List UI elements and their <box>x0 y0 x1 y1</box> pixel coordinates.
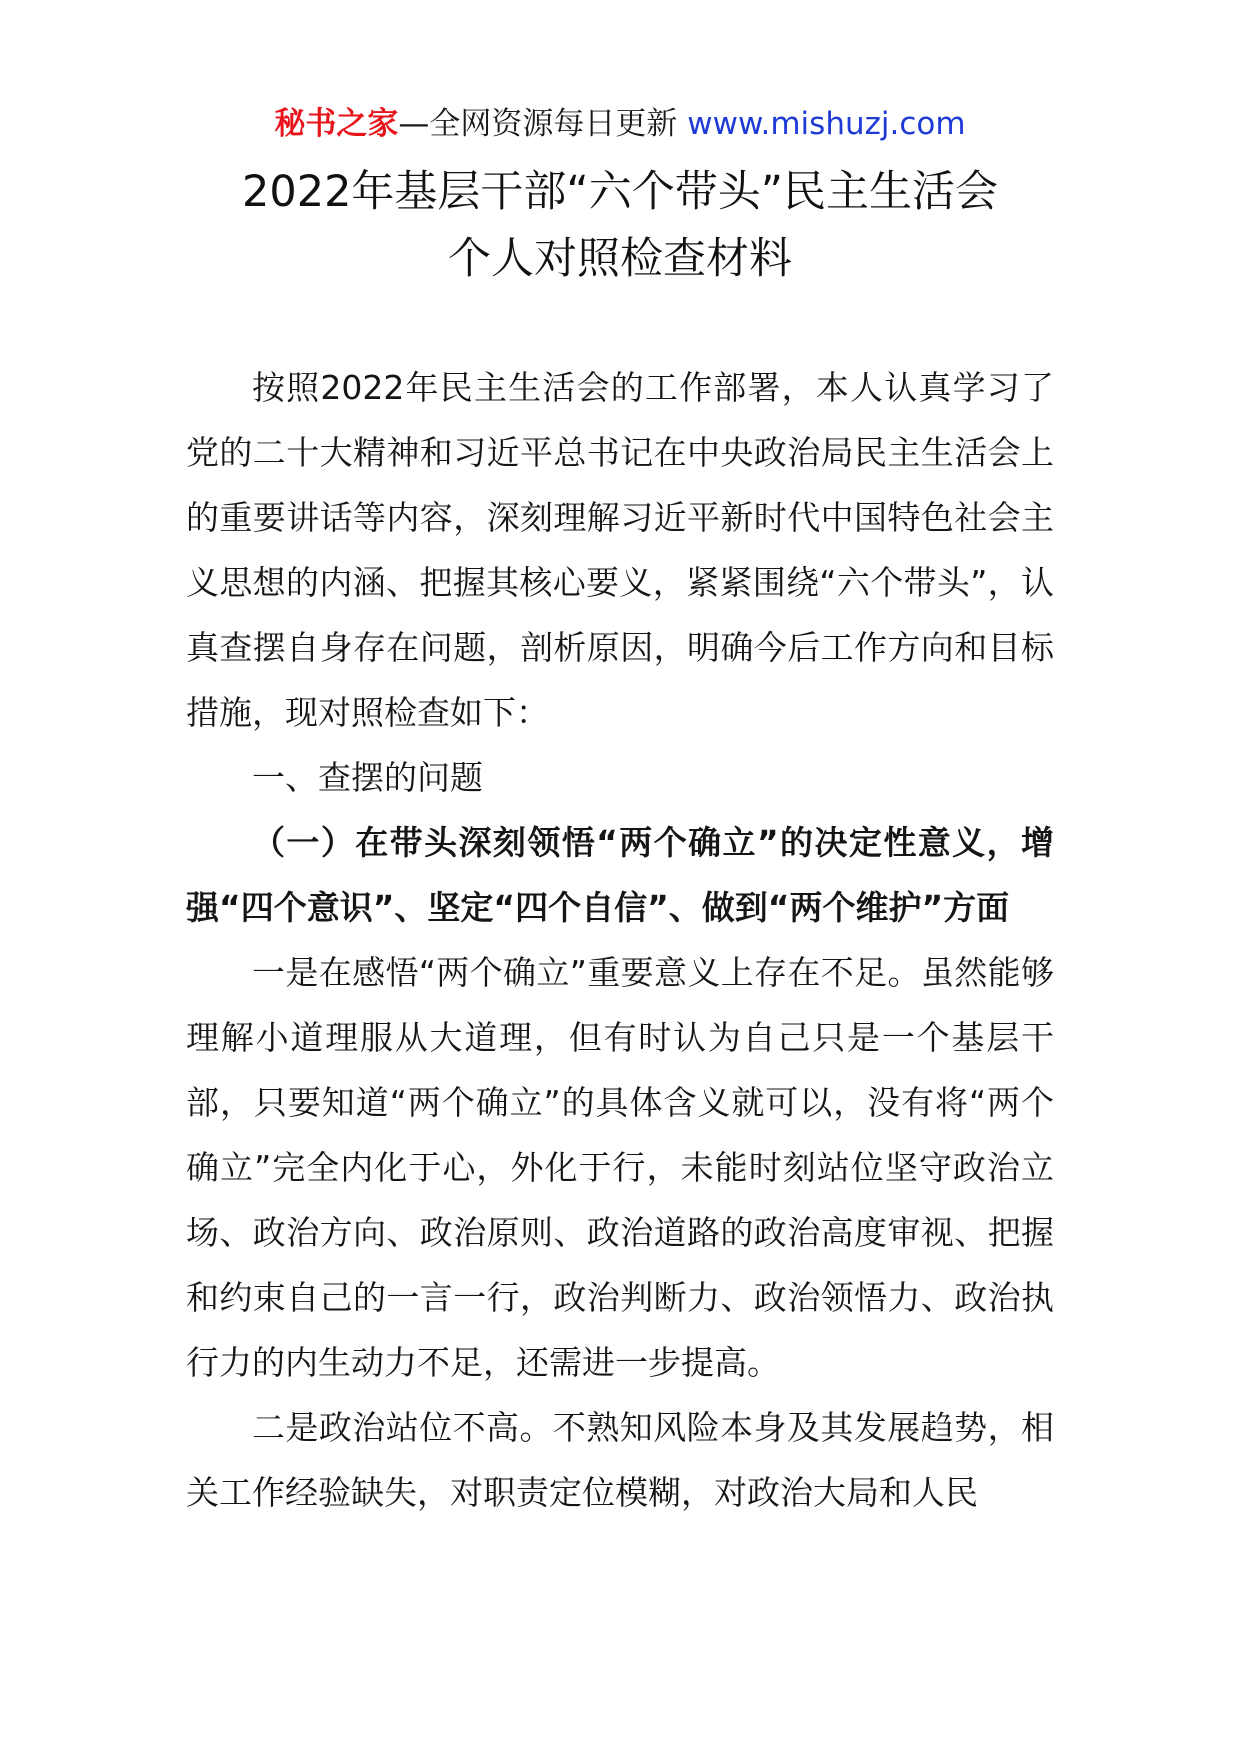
section-heading: 一、查摆的问题 <box>252 758 483 797</box>
intro-paragraph: 按照2022年民主生活会的工作部署，本人认真学习了党的二十大精神和习近平总书记在中央政治局民主生活会上的重要讲话等内容，深刻理解习近平新时代中国特色社会主义思想的内涵、把握其核心要义，紧紧围绕“六个带头”，认真查摆自身存在问题，剖析原因，明确今后工作方向和目标措施，现对照检查如下： <box>186 368 1054 732</box>
banner-brand: 秘书之家 <box>274 106 399 142</box>
document-title-line-2: 个人对照检查材料 <box>448 234 792 284</box>
banner-url-link[interactable]: www.mishuzj.com <box>687 106 966 142</box>
document-body <box>186 355 1054 1525</box>
subsection-heading: （一）在带头深刻领悟“两个确立”的决定性意义，增强“四个意识”、坚定“四个自信”、做到“两个维护”方面 <box>186 823 1054 927</box>
banner-slogan: —全网资源每日更新 <box>398 106 688 142</box>
site-banner <box>0 102 1240 146</box>
body-paragraph-1: 一是在感悟“两个确立”重要意义上存在不足。虽然能够理解小道理服从大道理，但有时认为自己只是一个基层干部，只要知道“两个确立”的具体含义就可以，没有将“两个确立”完全内化于心，外化于行，未能时刻站位坚守政治立场、政治方向、政治原则、政治道路的政治高度审视、把握和约束自己的一言一行，政治判断力、政治领悟力、政治执行力的内生动力不足，还需进一步提高。 <box>186 953 1054 1382</box>
document-title-line-1: 2022年基层干部“六个带头”民主生活会 <box>242 167 998 217</box>
body-paragraph-2: 二是政治站位不高。不熟知风险本身及其发展趋势，相关工作经验缺失，对职责定位模糊，对政治大局和人民 <box>186 1408 1054 1512</box>
